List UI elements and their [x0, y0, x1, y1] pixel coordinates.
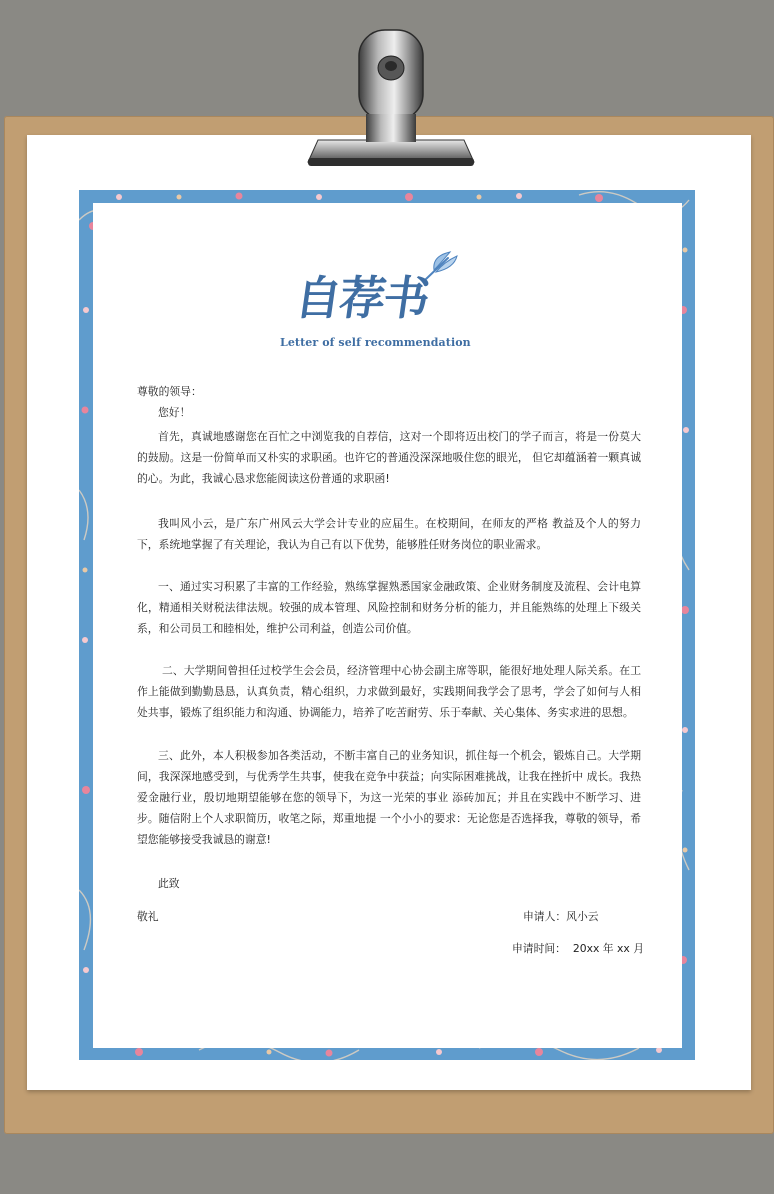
applicant-name: 申请人：风小云 [523, 910, 599, 923]
logo-text: 自荐书 [291, 271, 432, 325]
subtitle: Letter of self recommendation [280, 336, 471, 349]
paragraph-4: 二、大学期间曾担任过校学生会会员，经济管理中心协会副主席等职，能很好地处理人际关系。在工作上能做到勤勤恳恳，认真负责，精心组织，力求做到最好，实践期间我学会了思考，学会了如何与人相处共事，锻炼了组织能力和沟通、协调能力，培养了吃苦耐劳、乐于奉献、关心集体、务实求进的思想。 [137, 664, 641, 719]
letter-body-5 [137, 745, 641, 850]
binder-clip-icon [304, 28, 476, 178]
greeting: 您好！ [158, 406, 191, 419]
letter-body-4 [137, 660, 641, 723]
closing-line-2: 敬礼 [137, 910, 159, 923]
closing-line-1: 此致 [158, 877, 180, 890]
salutation: 尊敬的领导： [137, 385, 202, 398]
paragraph-1: 首先，真诚地感谢您在百忙之中浏览我的自荐信，这对一个即将迈出校门的学子而言，将是一份莫大的鼓励。这是一份简单而又朴实的求职函。也许它的普通没深深地吸住您的眼光， 但它却蕴涵着一颗真诚的心。为此，我诚心恳求您能阅读这份普通的求职函! [137, 430, 641, 485]
letter-body-2 [137, 513, 641, 555]
letter-body [137, 426, 641, 489]
paragraph-5: 三、此外，本人积极参加各类活动，不断丰富自己的业务知识，抓住每一个机会，锻炼自己。大学期间，我深深地感受到，与优秀学生共事，使我在竞争中获益；向实际困难挑战，让我在挫折中 成长。我热爱金融行业，殷切地期望能够在您的领导下，为这一光荣的事业 添砖加瓦；并且在实践中不断学习、进步。随信附上个人求职简历，收笔之际，郑重地提 一个小小的要求：无论您是否选择我，尊敬的领导，希望您能够接受我诚恳的谢意! [137, 749, 641, 846]
paragraph-3: 一、通过实习积累了丰富的工作经验，熟练掌握熟悉国家金融政策、企业财务制度及流程、会计电算化，精通相关财税法律法规。较强的成本管理、风险控制和财务分析的能力，并且能熟练的处理上下级关系，和公司员工和睦相处，维护公司利益，创造公司价值。 [137, 580, 641, 635]
paragraph-2: 我叫风小云，是广东广州风云大学会计专业的应届生。在校期间，在师友的严格 教益及个人的努力下，系统地掌握了有关理论，我认为自己有以下优势，能够胜任财务岗位的职业需求。 [137, 517, 641, 551]
application-date: 申请时间： 20xx 年 xx 月 [512, 942, 645, 955]
letter-body-3 [137, 576, 641, 639]
